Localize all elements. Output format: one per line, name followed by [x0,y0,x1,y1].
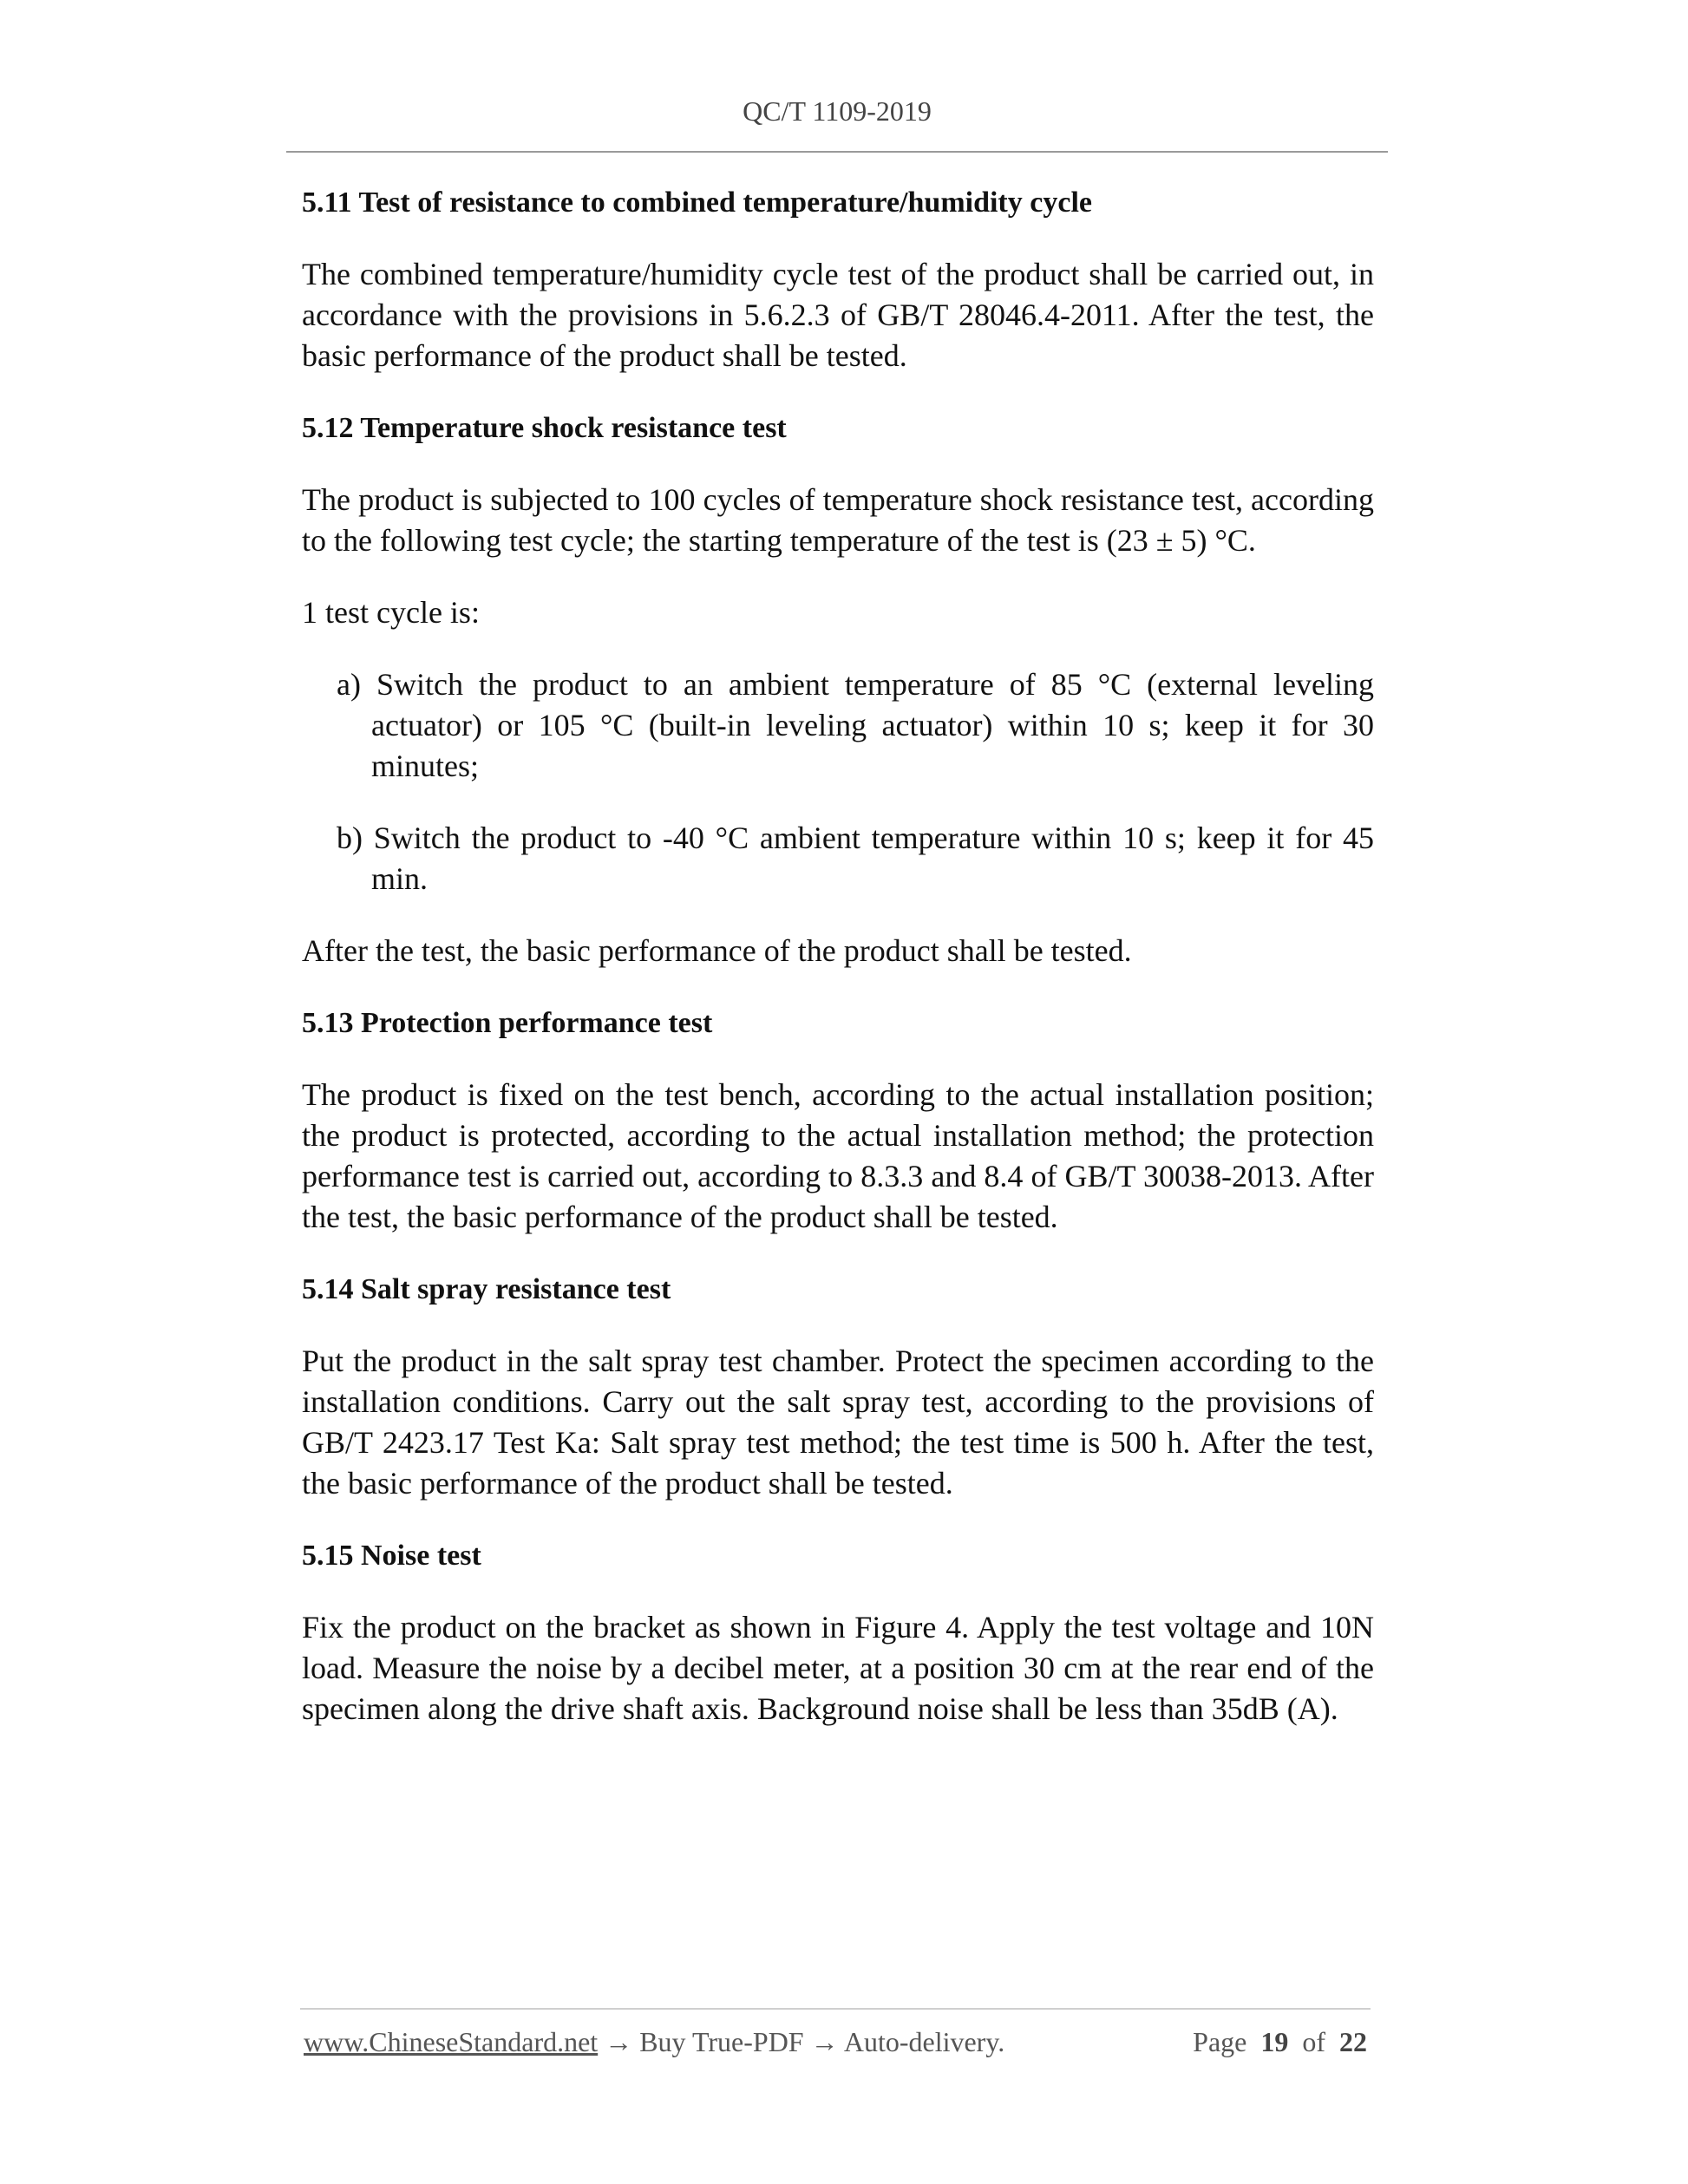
section-5-14-heading: 5.14 Salt spray resistance test [302,1273,671,1305]
document-body [302,182,1374,1761]
section-5-12-cycle-intro: 1 test cycle is: [302,595,480,630]
section-5-12-conclusion: After the test, the basic performance of the product shall be tested. [302,933,1132,968]
footer-divider [300,2008,1371,2010]
section-5-12-item-b: b) Switch the product to -40 °C ambient temperature within 10 s; keep it for 45 min. [337,821,1374,896]
section-5-15-paragraph: Fix the product on the bracket as shown in Figure 4. Apply the test voltage and 10N load. Measure the noise by a decibel meter, at a position 30 cm at the rear end of the specimen along the drive shaft axis. Background noise shall be less than 35dB (A). [302,1610,1374,1726]
section-5-12-paragraph: The product is subjected to 100 cycles of temperature shock resistance test, according to the following test cycle; the starting temperature of the test is (23 ± 5) °C. [302,482,1374,558]
header-divider [286,151,1388,153]
section-5-14-paragraph: Put the product in the salt spray test chamber. Protect the specimen according to the installation conditions. Carry out the salt spray test, according to the provisions of GB/T 2423.17 Test Ka: Salt spray test method; the test time is 500 h. After the test, the basic performance of the product shall be tested. [302,1344,1374,1501]
footer-tagline: → Buy True-PDF → Auto-delivery. [598,2026,1005,2057]
section-5-12-heading: 5.12 Temperature shock resistance test [302,412,787,444]
section-5-13-paragraph: The product is fixed on the test bench, according to the actual installation position; the product is protected, according to the actual installation method; the protection performance test is carried out, according to 8.3.3 and 8.4 of GB/T 30038-2013. After the test, the basic performance of the product shall be tested. [302,1077,1374,1234]
page-number: 19 [1260,2026,1289,2057]
section-5-11-heading: 5.11 Test of resistance to combined temperature/humidity cycle [302,186,1092,219]
section-5-11-paragraph: The combined temperature/humidity cycle test of the product shall be carried out, in accordance with the provisions in 5.6.2.3 of GB/T 28046.4-2011. After the test, the basic performance of the product shall be tested. [302,257,1374,373]
page-label: Page [1193,2026,1247,2057]
page-indicator [1193,2026,1367,2058]
section-5-15-heading: 5.15 Noise test [302,1540,481,1572]
page-header: QC/T 1109-2019 [743,95,932,127]
total-pages: 22 [1339,2026,1367,2057]
section-5-13-heading: 5.13 Protection performance test [302,1007,713,1039]
section-5-12-item-a: a) Switch the product to an ambient temperature of 85 °C (external leveling actuator) or 105 °C (built-in leveling actuator) within 10 s; keep it for 30 minutes; [337,667,1374,783]
of-label: of [1302,2026,1325,2057]
footer-promo [304,2026,1004,2058]
website-link[interactable]: www.ChineseStandard.net [304,2026,599,2057]
